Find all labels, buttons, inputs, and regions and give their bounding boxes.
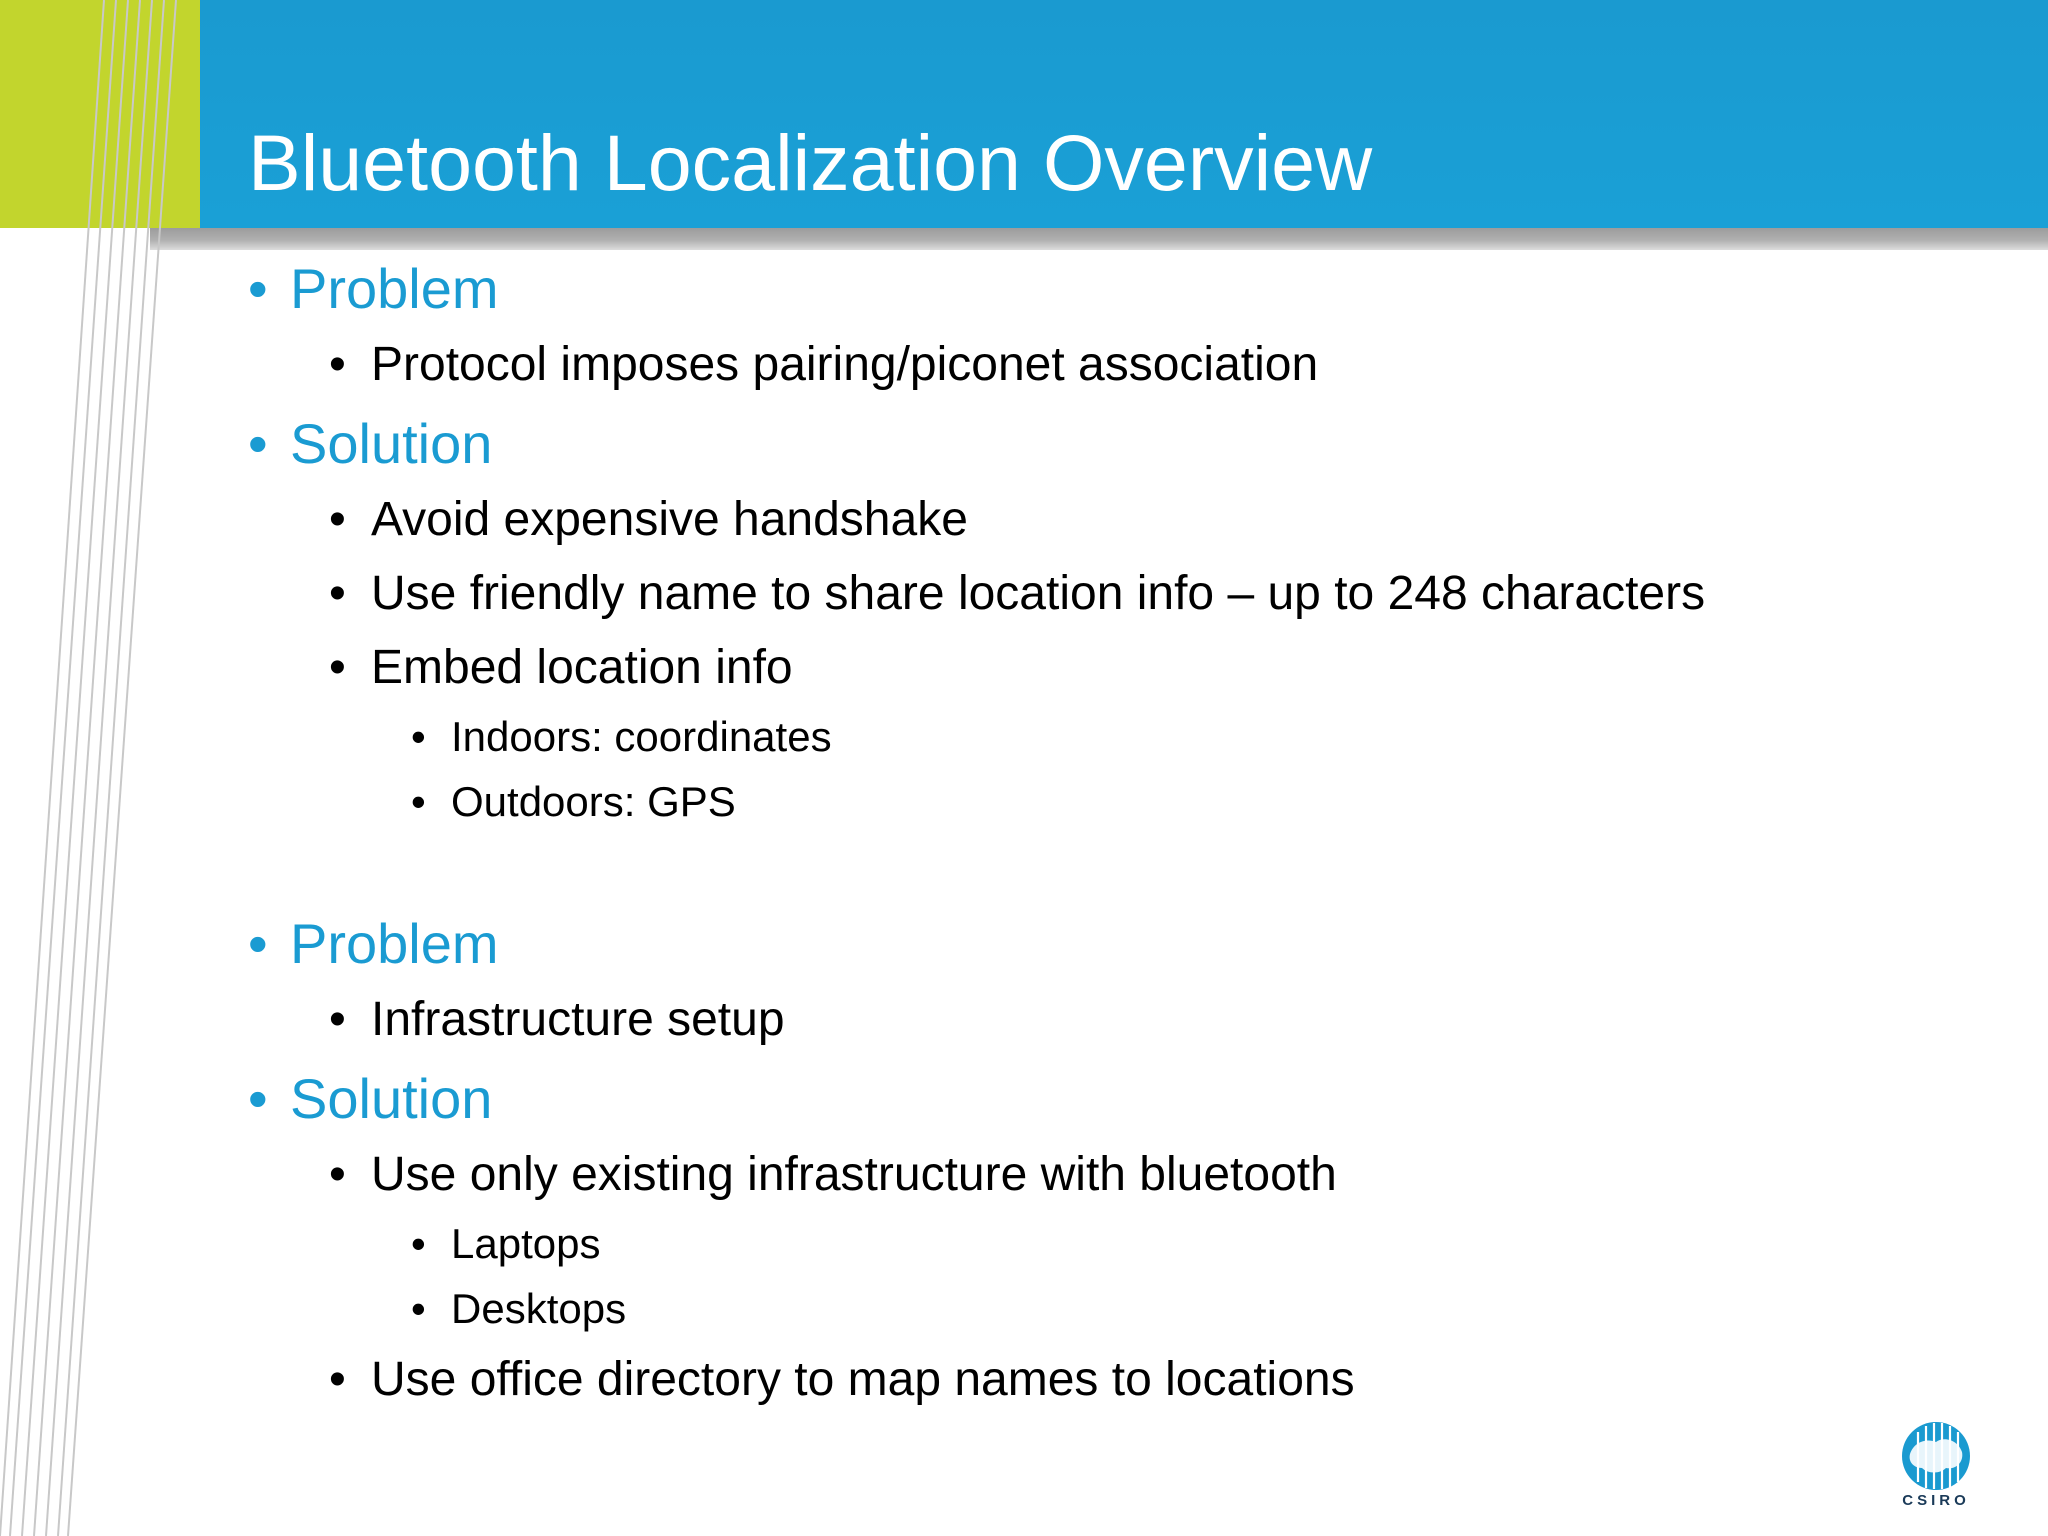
bullet-dot-icon: • [411,1220,426,1267]
bullet-dot-icon: • [248,1067,268,1130]
bullet-infrastructure-setup [329,992,785,1047]
bullet-avoid-handshake [329,492,968,547]
bullet-outdoors [411,778,736,826]
bullet-dot-icon: • [411,1285,426,1332]
bullet-friendly-name [329,566,1706,621]
bullet-dot-icon: • [329,993,346,1046]
bullet-text: Laptops [451,1220,601,1267]
bullet-text: Solution [290,412,493,475]
bullet-text: Indoors: coordinates [451,713,832,760]
bullet-existing-infrastructure [329,1147,1337,1202]
bullet-laptops [411,1220,601,1268]
bullet-desktops [411,1285,627,1333]
bullet-dot-icon: • [329,338,346,391]
bullet-dot-icon: • [248,257,268,320]
bullet-text: Avoid expensive handshake [371,493,968,546]
bullet-text: Embed location info [371,641,793,694]
bullet-text: Use friendly name to share location info – up to 248 characters [371,567,1706,620]
bullet-solution-2 [248,1067,493,1131]
slide-title: Bluetooth Localization Overview [248,118,1373,207]
bullet-text: Use only existing infrastructure with bluetooth [371,1148,1337,1201]
bullet-office-directory [329,1352,1355,1407]
bullet-text: Protocol imposes pairing/piconet association [371,338,1319,391]
csiro-logo [1888,1420,1984,1520]
bullet-solution-1 [248,412,493,476]
bullet-embed-location [329,640,793,695]
bullet-protocol-pairing [329,337,1319,392]
bullet-dot-icon: • [248,912,268,975]
bullet-dot-icon: • [248,412,268,475]
bullet-text: Desktops [451,1285,627,1332]
bullet-text: Use office directory to map names to locations [371,1353,1355,1406]
bullet-dot-icon: • [329,1148,346,1201]
bullet-problem-2 [248,912,499,976]
bullet-dot-icon: • [329,641,346,694]
bullet-problem-1 [248,257,499,321]
bullet-text: Outdoors: GPS [451,778,736,825]
csiro-logo-text: CSIRO [1902,1492,1970,1509]
bullet-dot-icon: • [411,778,426,825]
csiro-logo-icon [1888,1420,1984,1492]
bullet-text: Infrastructure setup [371,993,785,1046]
bullet-dot-icon: • [411,713,426,760]
bullet-dot-icon: • [329,567,346,620]
bullet-indoors [411,713,832,761]
bullet-text: Problem [290,912,499,975]
bullet-dot-icon: • [329,1353,346,1406]
bullet-text: Problem [290,257,499,320]
bullet-text: Solution [290,1067,493,1130]
bullet-dot-icon: • [329,493,346,546]
